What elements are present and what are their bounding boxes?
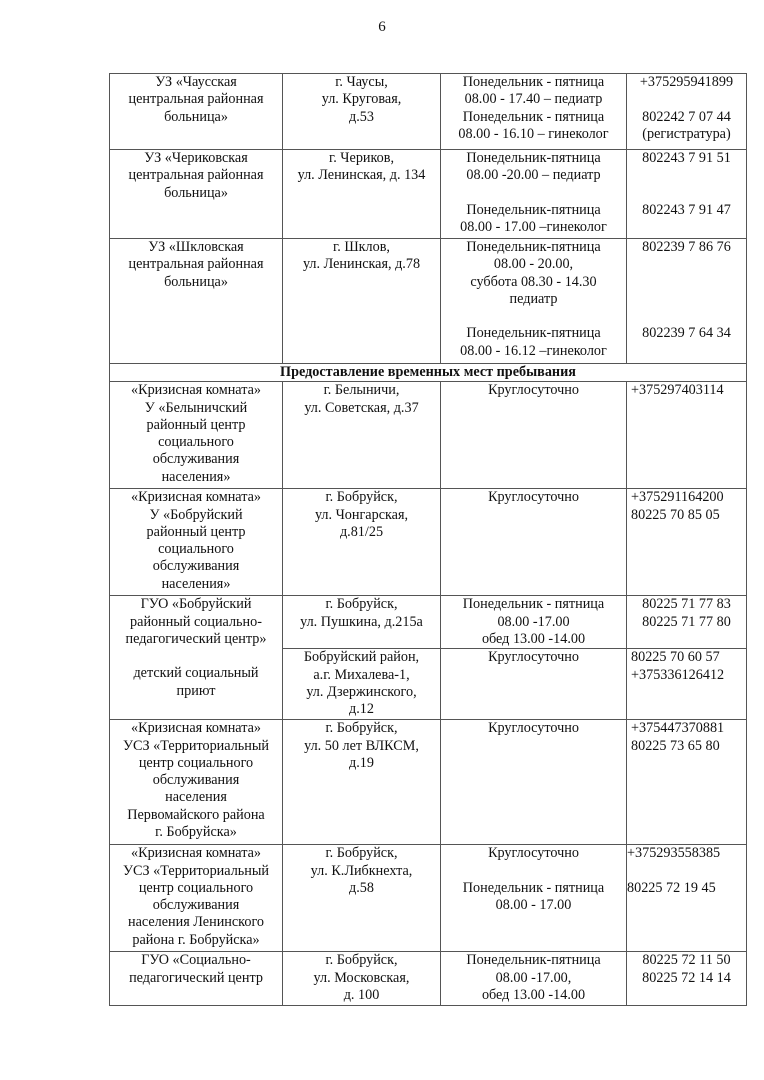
address-cell (283, 74, 441, 150)
cell-text-line: ГУО «Бобруйский (140, 596, 252, 613)
cell-text-line: УСЗ «Территориальный (123, 737, 269, 754)
cell-text-line: г. Чаусы, (335, 74, 388, 90)
cell-text-line: социального (158, 541, 234, 558)
address-cell (283, 489, 441, 596)
cell-text-line: педагогический центр (129, 969, 263, 986)
cell-text-line: центр социального (138, 754, 254, 771)
cell-text-line: У «Бобруйский (149, 506, 243, 523)
hours-cell (441, 74, 627, 150)
cell-text-line: 80225 72 19 45 (627, 879, 716, 896)
cell-text-line (629, 256, 744, 273)
cell-text-line: больница» (164, 273, 228, 290)
cell-text-line: центральная районная (128, 91, 264, 108)
cell-text-line: ул. Дзержинского, (306, 683, 417, 700)
org-cell (110, 382, 283, 489)
cell-text-line: 80225 71 77 80 (642, 613, 731, 630)
phone-cell (627, 596, 747, 649)
cell-text-line: +375336126412 (631, 666, 725, 683)
cell-text-line: больница» (164, 108, 228, 125)
cell-text-line (443, 185, 624, 202)
cell-text-line: д.53 (349, 108, 374, 125)
cell-text-line: 08.00 - 16.12 –гинеколог (460, 342, 607, 359)
cell-text-line: УЗ «Чаусская (155, 74, 237, 90)
cell-text-line: 80225 72 14 14 (642, 969, 731, 986)
page-number: 6 (378, 19, 386, 35)
address-cell (283, 382, 441, 489)
cell-text-line: района г. Бобруйска» (132, 931, 260, 948)
cell-text-line: 80225 73 65 80 (631, 737, 720, 754)
phone-cell (627, 239, 747, 364)
cell-text-line: Понедельник-пятница (466, 952, 601, 969)
cell-text-line: центральная районная (128, 167, 264, 184)
hours-cell (441, 239, 627, 364)
cell-text-line: д.81/25 (339, 523, 384, 540)
cell-text-line: Понедельник-пятница (466, 201, 601, 218)
cell-text-line: «Кризисная комната» (131, 845, 261, 862)
address-cell (283, 952, 441, 1006)
cell-text-line: +375291164200 (631, 489, 724, 506)
cell-text-line: «Кризисная комната» (131, 382, 261, 399)
address-cell (283, 720, 441, 845)
cell-text-line: Понедельник-пятница (466, 239, 601, 255)
cell-text-line: УСЗ «Территориальный (123, 862, 269, 879)
cell-text-line: +375297403114 (631, 382, 724, 399)
address-cell (283, 239, 441, 364)
cell-text-line: ул. Чонгарская, (314, 506, 409, 523)
hours-cell (441, 952, 627, 1006)
cell-text-line: 80225 71 77 83 (642, 596, 731, 613)
cell-text-line: ул. К.Либкнехта, (310, 862, 413, 879)
cell-text-line: 08.00 -20.00 – педиатр (466, 167, 601, 184)
cell-text-line: 80225 70 60 57 (631, 649, 720, 666)
cell-text-line: центральная районная (128, 256, 264, 273)
cell-text-line: педиатр (509, 290, 558, 307)
cell-text-line: районный центр (146, 416, 246, 433)
org-cell (110, 239, 283, 364)
cell-text-line: обед 13.00 -14.00 (481, 630, 586, 647)
cell-text-line: д.19 (349, 754, 374, 771)
phone-cell (627, 150, 747, 239)
cell-text-line: обслуживания (152, 897, 240, 914)
phone-cell (627, 74, 747, 150)
org-cell (110, 720, 283, 845)
hours-cell (441, 382, 627, 489)
cell-text-line: УЗ «Чериковская (144, 150, 248, 166)
hours-cell (441, 596, 627, 649)
cell-text-line: а.г. Михалева-1, (313, 666, 410, 683)
phone-cell (627, 952, 747, 1006)
cell-text-line: УЗ «Шкловская (148, 239, 244, 255)
org-cell (110, 489, 283, 596)
cell-text-line: 802242 7 07 44 (642, 108, 731, 125)
org-cell (110, 596, 283, 720)
cell-text-line: «Кризисная комната» (131, 720, 261, 737)
phone-cell (627, 649, 747, 720)
cell-text-line: ул. Круговая, (321, 91, 402, 108)
section-header-row (110, 364, 747, 382)
contacts-table (109, 73, 747, 1006)
cell-text-line: ул. Советская, д.37 (304, 399, 419, 416)
cell-text-line: 08.00 - 16.10 – гинеколог (458, 125, 609, 142)
hours-cell (441, 649, 627, 720)
cell-text-line: 08.00 -17.00 (497, 613, 570, 630)
address-cell (283, 596, 441, 649)
cell-text-line: д.58 (349, 879, 374, 896)
cell-text-line (112, 648, 280, 665)
cell-text-line: 08.00 -17.00, (495, 969, 572, 986)
cell-text-line: +375447370881 (631, 720, 725, 737)
table-row (110, 720, 747, 845)
table-row (110, 382, 747, 489)
cell-text-line: Понедельник - пятница (462, 879, 605, 896)
cell-text-line: населения Ленинского (127, 914, 264, 931)
cell-text-line: +375295941899 (639, 74, 734, 90)
cell-text-line: ул. Ленинская, д. 134 (297, 167, 426, 184)
table-row (110, 489, 747, 596)
cell-text-line: обслуживания (152, 772, 240, 789)
cell-text-line: Круглосуточно (488, 489, 579, 506)
phone-cell (627, 489, 747, 596)
section-title: Предоставление временных мест пребывания (110, 364, 747, 382)
cell-text-line: 08.00 - 17.40 – педиатр (464, 91, 603, 108)
hours-cell (441, 489, 627, 596)
cell-text-line: 802243 7 91 51 (642, 150, 731, 166)
cell-text-line: обслуживания (152, 451, 240, 468)
address-cell (283, 150, 441, 239)
cell-text-line: населения» (161, 575, 231, 592)
table-row (110, 74, 747, 150)
cell-text-line: обед 13.00 -14.00 (481, 986, 586, 1003)
cell-text-line: Круглосуточно (488, 649, 579, 666)
cell-text-line: 08.00 - 17.00 –гинеколог (460, 219, 607, 236)
cell-text-line: г. Белыничи, (323, 382, 400, 399)
cell-text-line: Бобруйский район, (303, 649, 420, 666)
cell-text-line: Понедельник - пятница (462, 596, 605, 613)
org-cell (110, 150, 283, 239)
cell-text-line: ул. Пушкина, д.215а (300, 613, 423, 630)
hours-cell (441, 720, 627, 845)
cell-text-line: У «Белыничский (144, 399, 248, 416)
table-row (110, 845, 747, 952)
cell-text-line (629, 308, 744, 325)
cell-text-line: г. Бобруйск, (325, 596, 398, 613)
cell-text-line: районный социально- (130, 613, 262, 630)
phone-cell (627, 382, 747, 489)
cell-text-line (443, 308, 624, 325)
cell-text-line: г. Чериков, (328, 150, 395, 166)
cell-text-line: д. 100 (343, 986, 380, 1003)
cell-text-line: детский социальный (133, 665, 259, 682)
cell-text-line: суббота 08.30 - 14.30 (470, 273, 597, 290)
cell-text-line: г. Бобруйск, (325, 845, 398, 862)
cell-text-line (629, 274, 744, 291)
cell-text-line: ул. 50 лет ВЛКСМ, (304, 737, 419, 754)
cell-text-line: 08.00 - 17.00 (495, 897, 572, 914)
cell-text-line (629, 185, 744, 202)
cell-text-line: д.12 (349, 701, 374, 718)
cell-text-line: +375293558385 (627, 845, 721, 862)
phone-cell (627, 845, 747, 952)
cell-text-line: г. Бобруйск, (325, 952, 398, 969)
cell-text-line: педагогический центр» (125, 630, 267, 647)
cell-text-line: г. Бобруйск, (325, 489, 398, 506)
cell-text-line: центр социального (138, 879, 254, 896)
cell-text-line (629, 291, 744, 308)
cell-text-line: населения» (161, 468, 231, 485)
cell-text-line: приют (176, 682, 216, 699)
cell-text-line: 802243 7 91 47 (642, 201, 731, 218)
cell-text-line: населения (165, 789, 227, 806)
table-row (110, 150, 747, 239)
cell-text-line: г. Шклов, (333, 239, 390, 255)
org-cell (110, 74, 283, 150)
cell-text-line: 802239 7 86 76 (642, 239, 731, 255)
hours-cell (441, 150, 627, 239)
address-cell (283, 649, 441, 720)
cell-text-line: Круглосуточно (488, 845, 579, 862)
cell-text-line: Понедельник - пятница (462, 74, 605, 90)
cell-text-line: 80225 72 11 50 (642, 952, 731, 969)
cell-text-line: обслуживания (152, 558, 240, 575)
table-row (110, 596, 747, 649)
cell-text-line: ГУО «Социально- (141, 952, 251, 969)
cell-text-line (629, 167, 744, 184)
table-row (110, 952, 747, 1006)
phone-cell (627, 720, 747, 845)
cell-text-line: г. Бобруйск, (325, 720, 398, 737)
cell-text-line: Круглосуточно (488, 382, 579, 399)
cell-text-line: 08.00 - 20.00, (493, 256, 574, 273)
cell-text-line: Понедельник - пятница (462, 108, 605, 125)
cell-text-line: социального (158, 434, 234, 451)
cell-text-line: 802239 7 64 34 (642, 325, 731, 342)
cell-text-line: ул. Ленинская, д.78 (302, 256, 421, 273)
cell-text-line (629, 91, 744, 108)
cell-text-line: больница» (164, 184, 228, 201)
table-row (110, 239, 747, 364)
cell-text-line: Круглосуточно (488, 720, 579, 737)
cell-text-line: г. Бобруйска» (155, 824, 237, 841)
cell-text-line: Понедельник-пятница (466, 325, 601, 342)
cell-text-line: (регистратура) (642, 125, 731, 142)
cell-text-line: 80225 70 85 05 (631, 506, 720, 523)
cell-text-line (443, 863, 624, 880)
org-cell (110, 845, 283, 952)
address-cell (283, 845, 441, 952)
cell-text-line: Первомайского района (127, 806, 265, 823)
cell-text-line: «Кризисная комната» (131, 489, 261, 506)
cell-text-line (627, 863, 744, 880)
cell-text-line: районный центр (146, 523, 246, 540)
org-cell (110, 952, 283, 1006)
cell-text-line: ул. Московская, (313, 969, 410, 986)
cell-text-line: Понедельник-пятница (466, 150, 601, 166)
hours-cell (441, 845, 627, 952)
